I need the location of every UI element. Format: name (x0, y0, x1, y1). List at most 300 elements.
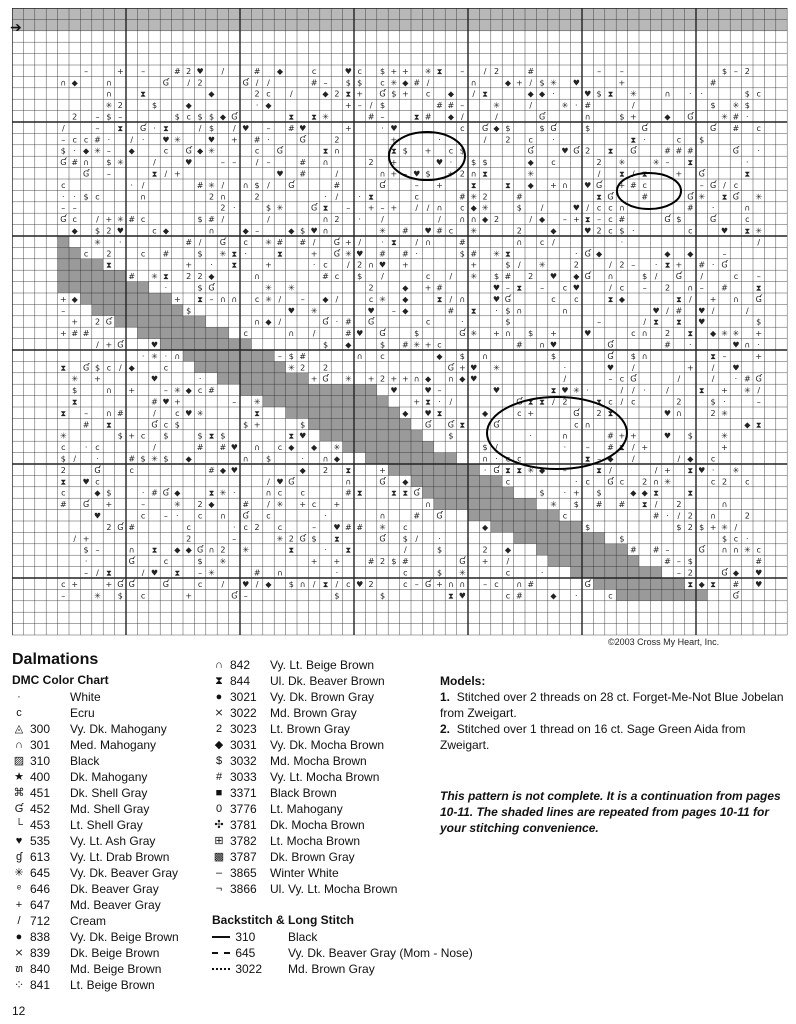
svg-text:◆: ◆ (493, 123, 500, 133)
svg-text:·: · (141, 351, 145, 361)
svg-text:♥: ♥ (162, 135, 170, 145)
svg-text:/: / (415, 203, 419, 213)
svg-text:∩: ∩ (413, 374, 420, 384)
svg-text:#: # (276, 237, 284, 247)
svg-text:◆: ◆ (618, 294, 625, 304)
key-row (12, 753, 212, 769)
svg-text:$: $ (402, 534, 408, 544)
svg-text:+: + (128, 431, 136, 441)
svg-text:–: – (106, 169, 111, 179)
svg-text:+: + (401, 89, 409, 99)
svg-text:·: · (84, 443, 88, 453)
arch-symbol-icon: ∩ (215, 659, 223, 671)
floss-name: Vy. Dk. Beaver Gray (70, 866, 179, 880)
svg-text:#: # (527, 579, 535, 589)
svg-text:#: # (196, 443, 204, 453)
svg-text:+: + (390, 203, 398, 213)
svg-text:#: # (641, 192, 649, 202)
svg-text:+: + (367, 374, 375, 384)
svg-text:✳: ✳ (629, 89, 637, 99)
svg-text:∩: ∩ (561, 306, 568, 316)
svg-text:·: · (141, 488, 145, 498)
key-row (12, 721, 212, 737)
svg-text:/: / (631, 101, 635, 111)
svg-text:⧗: ⧗ (710, 579, 716, 589)
svg-text:+: + (629, 112, 637, 122)
svg-text:c: c (710, 454, 716, 464)
svg-text:◆: ◆ (732, 568, 739, 578)
svg-text:∩: ∩ (721, 500, 728, 510)
svg-text:+: + (458, 363, 466, 373)
svg-text:✳: ✳ (265, 283, 272, 293)
svg-text:Ɠ: Ɠ (117, 579, 124, 589)
diamond-symbol-icon: ◆ (214, 739, 224, 751)
svg-text:◆: ◆ (607, 454, 614, 464)
svg-text:/: / (631, 169, 635, 179)
svg-text:+: + (709, 522, 717, 532)
svg-text:✳: ✳ (344, 249, 352, 259)
svg-text:⧗: ⧗ (425, 397, 431, 407)
svg-text:⧗: ⧗ (106, 260, 112, 270)
svg-text:–: – (756, 397, 761, 407)
backstitch-row (212, 945, 502, 961)
floss-number: 452 (30, 802, 51, 816)
svg-text:+: + (173, 169, 181, 179)
svg-text:Ɠ: Ɠ (607, 351, 614, 361)
svg-text:·: · (757, 340, 760, 350)
hourglass-symbol-icon: ⧗ (215, 675, 223, 687)
svg-text:c: c (311, 500, 317, 510)
svg-text:$: $ (482, 158, 488, 168)
svg-text:/: / (141, 568, 145, 578)
svg-text:✳: ✳ (276, 500, 284, 510)
svg-text:◆: ◆ (242, 226, 249, 236)
svg-text:/: / (711, 363, 715, 373)
svg-text:#: # (344, 522, 352, 532)
svg-text:/: / (529, 78, 533, 88)
svg-text:Ɠ: Ɠ (117, 340, 124, 350)
floss-name: Md. Beige Brown (70, 962, 162, 976)
svg-text:–: – (676, 557, 681, 567)
svg-text:/: / (278, 317, 282, 327)
svg-text:c: c (756, 545, 761, 555)
svg-text:–: – (505, 283, 510, 293)
svg-text:⧗: ⧗ (151, 169, 158, 179)
svg-text:–: – (209, 294, 214, 304)
svg-text:⧗: ⧗ (744, 226, 751, 236)
svg-text:⧗: ⧗ (584, 215, 591, 225)
floss-name: Black Brown (270, 786, 337, 800)
svg-text:#: # (116, 408, 124, 418)
svg-text:–: – (756, 272, 761, 282)
svg-text:2: 2 (254, 192, 260, 202)
svg-text:2: 2 (186, 272, 192, 282)
svg-text:–: – (72, 203, 77, 213)
svg-text:2: 2 (676, 500, 682, 510)
svg-text:#: # (447, 101, 455, 111)
svg-text:#: # (686, 146, 694, 156)
svg-text:+: + (105, 340, 113, 350)
svg-text:$: $ (642, 272, 648, 282)
backstitch-heading: Backstitch & Long Stitch (212, 913, 355, 927)
svg-text:∩: ∩ (459, 215, 466, 225)
svg-text:♥: ♥ (299, 123, 307, 133)
svg-text:/: / (631, 386, 635, 396)
svg-text:♥: ♥ (549, 272, 558, 282)
svg-text:c: c (494, 579, 499, 589)
svg-text:⧗: ⧗ (334, 534, 340, 544)
svg-text:+: + (436, 180, 443, 190)
svg-text:+: + (82, 534, 90, 544)
svg-text:/: / (278, 294, 282, 304)
svg-text:–: – (312, 522, 317, 532)
svg-text:✳: ✳ (71, 374, 79, 384)
svg-text:∩: ∩ (425, 237, 432, 247)
svg-text:2: 2 (562, 397, 568, 407)
svg-text:♥: ♥ (310, 226, 318, 236)
svg-text:∩: ∩ (732, 294, 739, 304)
svg-text:–: – (665, 545, 670, 555)
svg-text:Ɠ: Ɠ (322, 374, 329, 384)
svg-text:◆: ◆ (265, 579, 272, 589)
svg-text:/: / (449, 397, 453, 407)
svg-text:✳: ✳ (470, 226, 478, 236)
svg-text:#: # (401, 340, 409, 350)
svg-text:♥: ♥ (572, 203, 580, 213)
svg-text:Ɠ: Ɠ (379, 180, 386, 190)
model-text: Stitched over 1 thread on 16 ct. Sage Green Aida from Zweigart. (440, 722, 746, 752)
svg-text:c: c (676, 135, 682, 145)
svg-text:◆: ◆ (425, 374, 432, 384)
svg-text:Ɠ: Ɠ (310, 203, 318, 213)
svg-text:c: c (95, 443, 100, 453)
svg-text:·: · (255, 101, 259, 111)
svg-text:/: / (472, 89, 476, 99)
svg-text:/: / (438, 215, 441, 225)
svg-text:·: · (358, 215, 361, 225)
svg-text:∩: ∩ (219, 192, 226, 202)
key-row (12, 817, 212, 833)
svg-text:$: $ (516, 203, 522, 213)
svg-text:2: 2 (106, 522, 112, 532)
svg-text:⧗: ⧗ (436, 294, 443, 304)
svg-text:2: 2 (516, 226, 522, 236)
svg-text:∩: ∩ (482, 351, 489, 361)
floss-number: 3023 (230, 722, 257, 736)
svg-text:/: / (495, 443, 498, 453)
svg-text:∩: ∩ (561, 431, 568, 441)
svg-text:·: · (130, 180, 133, 190)
svg-text:c: c (608, 203, 613, 213)
svg-text:♥: ♥ (584, 226, 592, 236)
svg-text:◆: ◆ (208, 89, 215, 99)
svg-text:+: + (253, 420, 261, 430)
svg-text:✳: ✳ (721, 522, 728, 532)
floss-number: 840 (30, 962, 51, 976)
svg-text:c: c (608, 226, 613, 236)
key-row (12, 769, 212, 785)
svg-text:2: 2 (459, 169, 465, 179)
svg-text:–: – (585, 443, 590, 453)
svg-text:♥: ♥ (549, 340, 558, 350)
svg-text:Ɠ: Ɠ (459, 557, 466, 567)
svg-text:Ɠ: Ɠ (493, 420, 500, 430)
svg-text:$: $ (493, 272, 500, 282)
svg-text:◆: ◆ (402, 408, 409, 418)
svg-text:c: c (346, 579, 351, 589)
svg-text:✳: ✳ (390, 78, 398, 88)
svg-text:Ɠ: Ɠ (196, 545, 204, 555)
svg-text:$: $ (573, 500, 579, 510)
delta-symbol-icon: ◬ (14, 723, 24, 735)
svg-text:♥: ♥ (93, 511, 102, 521)
svg-text:♥: ♥ (458, 591, 466, 601)
svg-text:∩: ∩ (379, 511, 386, 521)
floss-number: 453 (30, 818, 51, 832)
svg-text:∩: ∩ (744, 340, 751, 350)
svg-text:◆: ◆ (698, 579, 705, 589)
svg-text:✳: ✳ (379, 226, 386, 236)
svg-text:#: # (515, 591, 523, 601)
svg-text:·: · (711, 260, 715, 270)
svg-text:c: c (323, 260, 328, 270)
svg-text:⧗: ⧗ (527, 397, 534, 407)
svg-text:$: $ (676, 522, 682, 532)
svg-text:#: # (675, 306, 683, 316)
svg-text:+: + (116, 66, 124, 76)
svg-text:–: – (483, 579, 488, 589)
svg-text:∩: ∩ (128, 545, 135, 555)
svg-text:♥: ♥ (584, 180, 592, 190)
svg-text:⧗: ⧗ (231, 260, 238, 270)
svg-text:∩: ∩ (675, 408, 682, 418)
svg-text:✳: ✳ (732, 329, 740, 339)
svg-text:Ɠ: Ɠ (447, 363, 455, 373)
floss-name: Winter White (270, 866, 339, 880)
spiral-symbol-icon: ɠ (15, 851, 23, 863)
svg-text:∩: ∩ (60, 78, 67, 88)
svg-text:⧗: ⧗ (470, 306, 477, 316)
svg-text:·: · (529, 431, 532, 441)
svg-text:∩: ∩ (276, 568, 283, 578)
svg-text:2: 2 (322, 465, 329, 475)
floss-number: 646 (30, 882, 51, 896)
svg-text:♥: ♥ (287, 306, 295, 316)
svg-text:/: / (198, 123, 202, 133)
svg-text:$: $ (471, 158, 477, 168)
svg-text:∩: ∩ (368, 260, 375, 270)
svg-text:◆: ◆ (504, 545, 511, 555)
svg-text:⧗: ⧗ (630, 135, 637, 145)
svg-text:c: c (733, 180, 739, 190)
svg-text:#: # (732, 112, 740, 122)
svg-text:+: + (755, 351, 763, 361)
svg-text:·: · (575, 477, 578, 487)
svg-text:·: · (335, 568, 339, 578)
svg-text:+: + (367, 203, 375, 213)
svg-text:2: 2 (72, 112, 78, 122)
svg-text:⧗: ⧗ (505, 249, 511, 259)
floss-number: 3022 (230, 706, 257, 720)
floss-name: Black (70, 754, 100, 768)
svg-text:∩: ∩ (561, 180, 568, 190)
svg-text:⧗: ⧗ (288, 112, 295, 122)
svg-text:✳: ✳ (550, 78, 557, 88)
svg-text:2: 2 (106, 249, 112, 259)
arch-symbol-icon: ∩ (15, 739, 23, 751)
svg-text:⧗: ⧗ (163, 272, 169, 282)
svg-text:·: · (438, 534, 441, 544)
svg-text:c: c (83, 249, 89, 259)
svg-text:·: · (176, 511, 179, 521)
x-symbol-icon: ⨯ (214, 707, 224, 719)
svg-text:c: c (596, 203, 602, 213)
svg-text:Ɠ: Ɠ (333, 249, 341, 259)
svg-text:♥: ♥ (720, 226, 729, 236)
svg-text:♥: ♥ (572, 78, 580, 88)
svg-text:$: $ (311, 534, 317, 544)
svg-text:·: · (438, 135, 441, 145)
floss-number: 3781 (230, 818, 257, 832)
svg-text:/: / (221, 180, 225, 190)
svg-text:·: · (563, 363, 567, 373)
svg-text:⧗: ⧗ (607, 146, 614, 156)
svg-text:·: · (312, 260, 316, 270)
svg-text:c: c (403, 568, 408, 578)
corner-symbol-icon: └ (15, 819, 23, 831)
svg-text:$: $ (83, 545, 89, 555)
svg-text:c: c (61, 180, 66, 190)
svg-text:⧗: ⧗ (322, 579, 329, 589)
continuation-note: This pattern is not complete. It is a continuation from pages 10-11. The shaded lines are repeated from pages 10-11 for your stitching convenience. (440, 789, 781, 835)
svg-text:✳: ✳ (664, 477, 671, 487)
svg-text:–: – (619, 66, 624, 76)
svg-text:+: + (447, 169, 455, 179)
floss-name: Vy. Lt. Mocha Brown (270, 770, 380, 784)
svg-text:+: + (686, 363, 694, 373)
svg-text:Ɠ: Ɠ (721, 568, 728, 578)
svg-text:+: + (401, 374, 409, 384)
svg-text:∩: ∩ (299, 579, 306, 589)
svg-text:$: $ (596, 89, 602, 99)
svg-text:◆: ◆ (527, 158, 534, 168)
svg-text:$: $ (744, 101, 750, 111)
key-row (212, 865, 432, 881)
svg-text:∩: ∩ (105, 78, 112, 88)
svg-text:⧗: ⧗ (619, 169, 625, 179)
svg-text:#: # (151, 488, 158, 498)
svg-text:◆: ◆ (322, 89, 329, 99)
svg-text:∩: ∩ (219, 294, 226, 304)
dashed-line-symbol-icon (212, 952, 230, 954)
key-row (12, 945, 212, 961)
svg-text:/: / (198, 237, 202, 247)
svg-text:–: – (255, 226, 260, 236)
svg-text:–: – (460, 101, 465, 111)
svg-text:+: + (755, 329, 763, 339)
svg-text:Ɠ: Ɠ (379, 477, 386, 487)
svg-text:+: + (185, 260, 193, 270)
svg-text:∩: ∩ (653, 477, 660, 487)
hash-symbol-icon: # (215, 771, 223, 783)
svg-text:c: c (505, 477, 511, 487)
svg-text:⧗: ⧗ (721, 192, 728, 202)
svg-text:#: # (413, 78, 421, 88)
svg-text:·: · (415, 249, 418, 259)
svg-text:$: $ (756, 317, 762, 327)
starred-line-symbol-icon (212, 968, 230, 970)
svg-text:$: $ (174, 420, 180, 430)
svg-text:Ɠ: Ɠ (732, 146, 740, 156)
svg-text:⧗: ⧗ (402, 488, 409, 498)
svg-text:#: # (82, 420, 90, 430)
svg-text:c: c (608, 215, 613, 225)
svg-text:♥: ♥ (356, 329, 364, 339)
svg-text:–: – (562, 465, 567, 475)
svg-text:$: $ (585, 123, 591, 133)
svg-text:Ɠ: Ɠ (584, 272, 591, 282)
svg-text:Ɠ: Ɠ (664, 215, 671, 225)
svg-text:/: / (426, 78, 430, 88)
svg-text:✳: ✳ (732, 101, 740, 111)
svg-text:✳: ✳ (527, 465, 535, 475)
svg-text:·: · (666, 511, 669, 521)
svg-text:∩: ∩ (744, 203, 751, 213)
svg-text:c: c (129, 465, 134, 475)
svg-text:/: / (153, 158, 156, 168)
svg-text:✳: ✳ (379, 522, 386, 532)
svg-text:/: / (597, 169, 601, 179)
svg-text:◆: ◆ (687, 454, 694, 464)
svg-text:+: + (641, 443, 649, 453)
svg-text:–: – (163, 386, 168, 396)
svg-text:c: c (197, 386, 203, 396)
key-row (12, 785, 212, 801)
svg-text:◆: ◆ (174, 545, 181, 555)
svg-text:♥: ♥ (413, 169, 421, 179)
svg-text:$: $ (197, 215, 203, 225)
floss-name: Dk. Brown Gray (270, 850, 355, 864)
svg-text:/: / (711, 306, 715, 316)
svg-text:#: # (743, 374, 751, 384)
svg-text:–: – (597, 317, 602, 327)
key-row (12, 737, 212, 753)
floss-name: Vy. Dk. Brown Gray (270, 690, 375, 704)
svg-text:$: $ (106, 112, 112, 122)
floss-name: Dk. Beaver Gray (70, 882, 159, 896)
svg-text:✳: ✳ (265, 237, 272, 247)
svg-text:✳: ✳ (721, 329, 728, 339)
svg-text:⧗: ⧗ (619, 443, 625, 453)
backstitch-key (212, 929, 502, 977)
svg-text:✳: ✳ (470, 272, 478, 282)
svg-text:·: · (244, 249, 247, 259)
svg-text:♥: ♥ (299, 431, 307, 441)
svg-text:c: c (710, 477, 716, 487)
checkered-square-symbol-icon: ▩ (213, 851, 225, 863)
key-row (212, 785, 432, 801)
svg-text:✳: ✳ (743, 386, 751, 396)
svg-text:◆: ◆ (402, 78, 409, 88)
floss-name: Vy. Dk. Mocha Brown (270, 738, 385, 752)
svg-text:·: · (575, 591, 578, 601)
hook-symbol-icon: ຑ (14, 963, 24, 975)
svg-text:c: c (585, 477, 590, 487)
svg-text:✳: ✳ (253, 397, 261, 407)
svg-text:◆: ◆ (630, 488, 637, 498)
svg-text:+: + (390, 66, 398, 76)
svg-text:/: / (346, 260, 350, 270)
